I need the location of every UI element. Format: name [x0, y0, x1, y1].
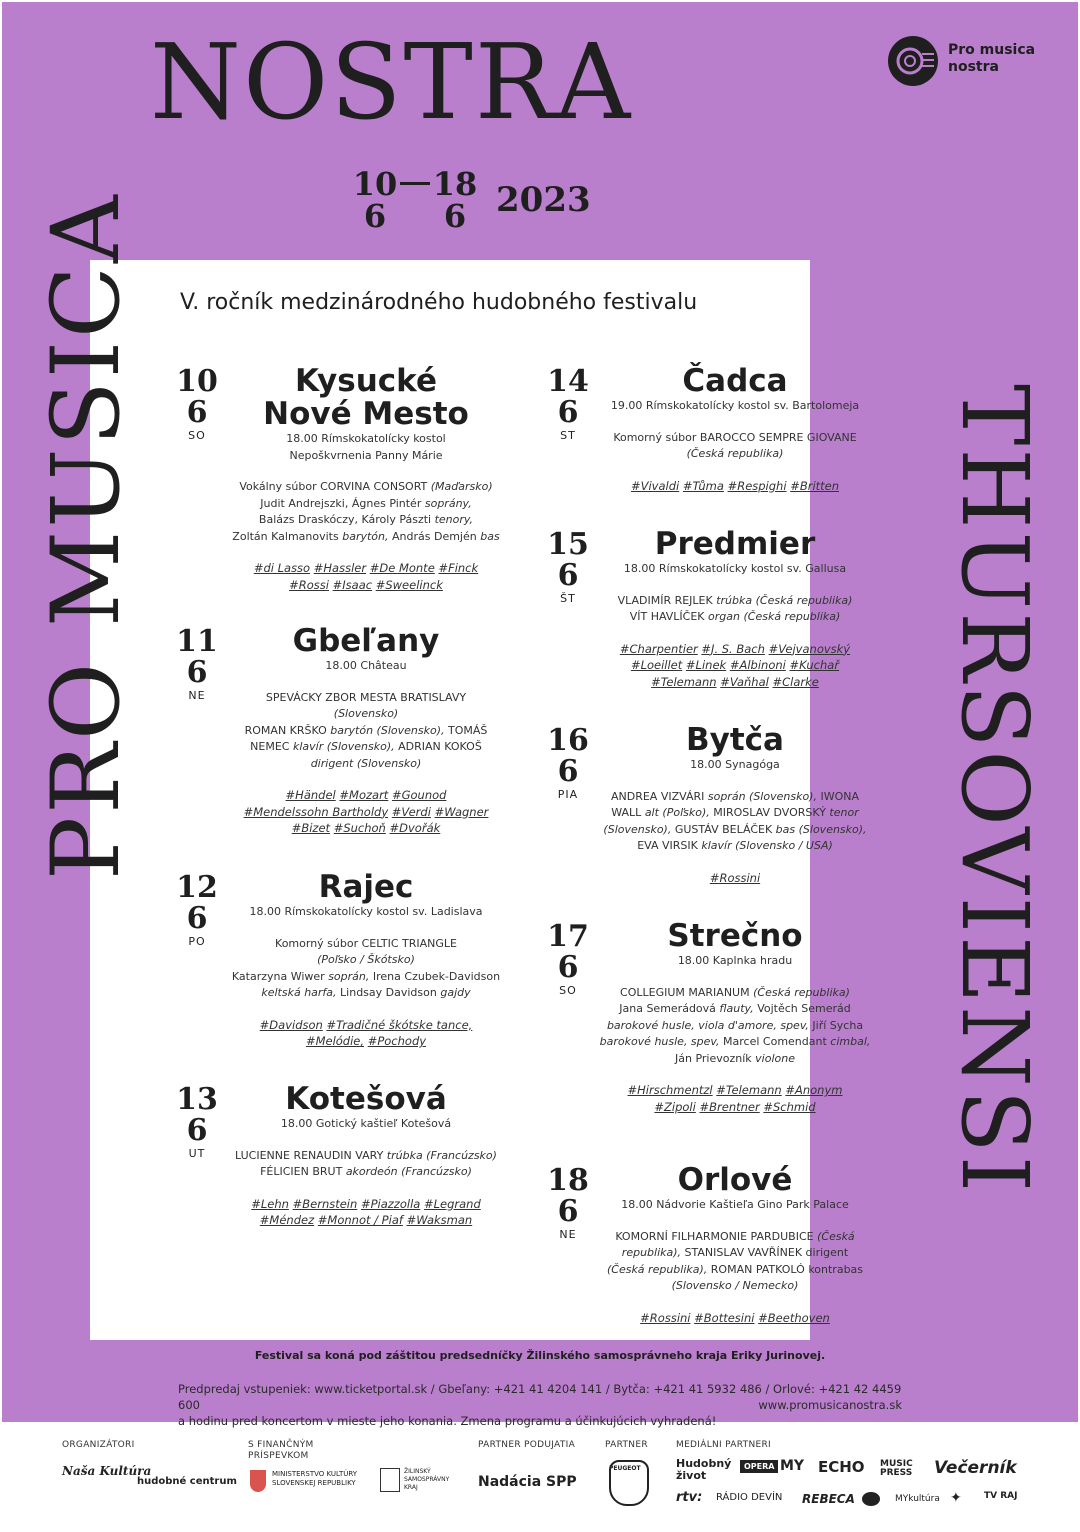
event-details	[205, 871, 527, 1050]
event-hashtags	[205, 787, 527, 804]
event-day: 15	[547, 527, 589, 562]
composer-hashtag[interactable]: #di Lasso	[253, 561, 311, 575]
performer-role: tenory,	[434, 513, 474, 526]
radio-devin-logo: RÁDIO DEVÍN	[716, 1492, 783, 1503]
composer-hashtag[interactable]: #Telemann	[716, 1083, 782, 1097]
event-details	[205, 1083, 527, 1229]
rebeca-logo: REBECA	[802, 1492, 855, 1506]
event-performer-line	[580, 1001, 890, 1018]
performer-text: Marcel Comendant	[719, 1035, 831, 1048]
event-weekday: NE	[188, 689, 206, 702]
event-performer-line	[580, 805, 890, 822]
event-weekday: ŠT	[560, 592, 576, 605]
event-hashtags	[580, 1082, 890, 1099]
event-weekday: SO	[559, 984, 577, 997]
event-city: Predmier	[654, 526, 816, 562]
event-city: Nové Mesto	[263, 396, 469, 432]
performer-role: bas (Slovensko),	[775, 822, 867, 836]
performer-role: barokové husle, viola d'amore, spev,	[606, 1018, 809, 1032]
tv-raj-logo: TV RAJ	[984, 1491, 1018, 1501]
event-details	[580, 528, 890, 690]
event-performer-line	[205, 952, 527, 969]
composer-hashtag[interactable]: #Bottesini	[694, 1310, 755, 1325]
event-details	[580, 724, 890, 886]
event-city: Orlové	[677, 1162, 793, 1198]
performer-text: Judit Andrejszki, Ágnes Pintér	[260, 496, 425, 510]
peugeot-logo: PEUGEOT	[609, 1465, 641, 1472]
performer-text: VLADIMÍR REJLEK	[617, 593, 717, 607]
event-hashtags	[580, 1099, 890, 1116]
hudobne-centrum-logo: hudobné centrum	[137, 1476, 237, 1487]
performer-role: republika),	[621, 1246, 682, 1259]
event-hashtags	[580, 641, 890, 658]
event-day: 10	[176, 364, 218, 399]
nasa-kultura-logo: Naša Kultúra	[62, 1464, 152, 1478]
composer-hashtag[interactable]: #Rossi	[289, 577, 329, 592]
vecernik-logo: Večerník	[934, 1458, 1017, 1478]
event-city: Kotešová	[285, 1081, 447, 1117]
rtv-logo: rtv:	[676, 1490, 703, 1505]
event-month: 6	[557, 950, 579, 985]
event-venue: 18.00 Kaplnka hradu	[677, 954, 793, 967]
presale-line-1: Predpredaj vstupeniek: www.ticketportal.sk / Gbeľany: +421 41 4204 141 / Bytča: +421 41 5932 486 / Orlové: +421 42 4459 600	[178, 1382, 902, 1412]
event-performer-line	[580, 789, 890, 806]
composer-hashtag[interactable]: #Charpentier	[619, 641, 698, 656]
event-venue: 19.00 Rímskokatolícky kostol sv. Bartolomeja	[610, 399, 860, 412]
performer-role: trúbka (Česká republika)	[716, 593, 853, 607]
performer-text: ROMAN PATKOLÓ kontrabas	[707, 1262, 864, 1276]
event-hashtags	[205, 577, 527, 594]
performer-role: soprány,	[424, 496, 472, 510]
composer-hashtag[interactable]: #Bernstein	[292, 1196, 358, 1211]
event-weekday: SO	[188, 429, 206, 442]
date-end-day: 18	[432, 165, 478, 203]
performer-role: barytón (Slovensko),	[330, 723, 445, 737]
performer-role: akordeón (Francúzsko)	[345, 1165, 472, 1178]
composer-hashtag[interactable]: #Loeillet	[630, 658, 683, 672]
event-weekday: NE	[559, 1228, 577, 1241]
date-start-month: 6	[363, 197, 387, 235]
echo-logo: ECHO	[818, 1458, 865, 1476]
event-day: 13	[176, 1082, 218, 1117]
event-city: Bytča	[686, 722, 784, 758]
my-logo: MY	[780, 1458, 805, 1474]
event-hashtags	[205, 804, 527, 821]
event-performer-line	[580, 1018, 890, 1035]
performer-text: Balázs Draskóczy, Károly Pászti	[258, 513, 435, 526]
composer-hashtag[interactable]: #Tůma	[682, 478, 724, 493]
performer-role: (Slovensko / Nemecko)	[671, 1279, 799, 1292]
performer-role: klavír (Slovensko),	[292, 740, 395, 753]
event-performer-line	[580, 985, 890, 1002]
performer-role: (Česká republika)	[686, 447, 784, 460]
event-performer-line	[205, 529, 527, 546]
event-hashtags	[205, 560, 527, 577]
performer-text: ROMAN KRŠKO	[244, 723, 331, 737]
event-performer-line	[205, 756, 527, 773]
performer-role: trúbka (Francúzsko)	[386, 1148, 497, 1162]
performer-text: GUSTÁV BELÁČEK	[671, 822, 776, 836]
event-details	[205, 365, 527, 593]
event-city: Rajec	[318, 869, 414, 905]
performer-text: Zoltán Kalmanovits	[232, 529, 343, 543]
performer-role: klavír (Slovensko / USA)	[701, 839, 833, 852]
event-hashtags	[205, 820, 527, 837]
event-performer-line	[205, 985, 527, 1002]
performer-role: barokové husle, spev,	[599, 1035, 720, 1048]
composer-hashtag[interactable]: #Albinoni	[729, 658, 786, 672]
performer-role: soprán (Slovensko),	[707, 789, 817, 803]
performer-text: Lindsay Davidson	[336, 986, 441, 999]
performer-role: violone	[755, 1051, 795, 1065]
subtitle: V. ročník medzinárodného hudobného festivalu	[180, 290, 698, 315]
website-link[interactable]: www.promusicanostra.sk	[758, 1398, 902, 1412]
composer-hashtag[interactable]: #Sweelinck	[375, 577, 443, 592]
event-details	[580, 1164, 890, 1326]
performer-text: ANDREA VIZVÁRI	[610, 789, 708, 803]
performer-role: organ (Česká republika)	[708, 610, 841, 623]
event-day: 12	[176, 870, 218, 905]
event-month: 6	[557, 1194, 579, 1229]
composer-hashtag[interactable]: #Rossini	[709, 870, 761, 885]
event-performer-line	[580, 1262, 890, 1279]
composer-hashtag[interactable]: #Vivaldi	[630, 478, 680, 493]
event-weekday: ST	[560, 429, 576, 442]
title-nostra: NOSTRA	[150, 21, 633, 143]
composer-hashtag[interactable]: #Finck	[438, 561, 479, 575]
logo-icon	[888, 36, 938, 86]
performer-text: Irena Czubek-Davidson	[369, 969, 501, 983]
composer-hashtag[interactable]: #Anonym	[785, 1083, 843, 1097]
hudobny-zivot-logo: Hudobný život	[676, 1457, 732, 1482]
performer-role: (Česká republika)	[753, 985, 850, 999]
performer-role: alt (Poľsko),	[644, 806, 710, 819]
partner-podujatia-label: PARTNER PODUJATIA	[478, 1440, 576, 1450]
festival-year: 2023	[496, 180, 591, 220]
event-performer-line	[580, 1034, 890, 1051]
composer-hashtag[interactable]: #Mozart	[339, 788, 389, 802]
composer-hashtag[interactable]: #Brentner	[699, 1099, 760, 1114]
performer-text: SPEVÁCKY ZBOR MESTA BRATISLAVY	[265, 690, 467, 704]
event-hashtags	[205, 1196, 527, 1213]
composer-hashtag[interactable]: #Linek	[685, 658, 727, 672]
date-dash	[400, 182, 430, 185]
nadacia-spp-logo: Nadácia SPP	[478, 1474, 577, 1490]
event-performer-line	[205, 969, 527, 986]
event-hashtags	[580, 478, 890, 495]
performer-role: tenor	[829, 806, 859, 819]
performer-text: NEMEC	[250, 740, 293, 753]
performer-text: TOMÁŠ	[444, 723, 488, 737]
composer-hashtag[interactable]: #Piazzolla	[360, 1196, 421, 1211]
event-performer-line	[205, 706, 527, 723]
composer-hashtag[interactable]: #Bizet	[291, 821, 331, 835]
performer-text: Jiří Sycha	[808, 1018, 864, 1032]
performer-text: COLLEGIUM MARIANUM	[620, 985, 754, 999]
composer-hashtag[interactable]: #Vaňhal	[720, 674, 769, 689]
event-performer-line	[580, 1229, 890, 1246]
event-venue: Nepoškvrnenia Panny Márie	[289, 448, 443, 462]
performer-role: (Česká republika),	[606, 1262, 708, 1276]
performer-role: cimbal,	[830, 1035, 871, 1048]
performer-text: IWONA	[816, 789, 859, 803]
performer-text: Komorný súbor BAROCCO SEMPRE GIOVANE	[613, 430, 857, 444]
event-performer-line	[580, 430, 890, 447]
performer-text: ADRIAN KOKOŠ	[394, 740, 482, 753]
event-weekday: PIA	[557, 788, 579, 801]
performer-role: bas	[480, 529, 500, 543]
composer-hashtag[interactable]: #Hassler	[313, 561, 367, 575]
event-performer-line	[580, 1245, 890, 1262]
performer-text: VÍT HAVLÍČEK	[629, 610, 709, 623]
event-month: 6	[186, 1113, 208, 1148]
event-month: 6	[557, 395, 579, 430]
event-performer-line	[205, 690, 527, 707]
performer-role: (Česká	[817, 1229, 855, 1243]
performer-text: Jana Semerádová	[619, 1002, 720, 1015]
composer-hashtag[interactable]: #Legrand	[423, 1196, 481, 1211]
event-venue: 18.00 Synagóga	[690, 758, 780, 771]
event-venue: 18.00 Nádvorie Kaštieľa Gino Park Palace	[621, 1198, 849, 1211]
performer-text: EVA VIRSIK	[637, 839, 702, 852]
funding-label-1: S FINANČNÝM	[248, 1440, 314, 1450]
composer-hashtag[interactable]: #Clarke	[772, 674, 819, 689]
event-hashtags	[205, 1212, 527, 1229]
event-hashtags	[580, 657, 890, 674]
mykultura-logo: MYkultúra	[895, 1494, 940, 1504]
performer-text: MIROSLAV DVORSKÝ	[709, 806, 830, 819]
event-city: Gbeľany	[292, 623, 440, 659]
event-city: Kysucké	[295, 363, 437, 399]
performer-text: Ján Prievozník	[675, 1051, 756, 1065]
opera-logo: OPERA	[740, 1460, 778, 1473]
event-day: 14	[547, 364, 589, 399]
performer-text: Vokálny súbor CORVINA CONSORT	[239, 480, 431, 493]
event-venue: 18.00 Rímskokatolícky kostol	[286, 432, 446, 445]
event-performer-line	[205, 739, 527, 756]
event-month: 6	[186, 655, 208, 690]
event-venue: 18.00 Rímskokatolícky kostol sv. Ladislava	[249, 905, 483, 918]
date-end	[430, 165, 480, 235]
composer-hashtag[interactable]: #J. S. Bach	[701, 641, 765, 656]
performer-role: (Poľsko / Škótsko)	[317, 953, 415, 966]
zilinsky-kraj-logo: ŽILINSKÝ SAMOSPRÁVNY KRAJ	[404, 1468, 450, 1491]
event-performer-line	[580, 822, 890, 839]
event-month: 6	[557, 754, 579, 789]
composer-hashtag[interactable]: #Beethoven	[758, 1310, 830, 1325]
event-weekday: PO	[188, 935, 206, 948]
event-venue: 18.00 Rímskokatolícky kostol sv. Gallusa	[623, 562, 847, 575]
event-performer-line	[205, 1148, 527, 1165]
composer-hashtag[interactable]: #Verdi	[391, 804, 431, 819]
composer-hashtag[interactable]: #Dvořák	[389, 821, 441, 835]
event-performer-line	[580, 1278, 890, 1295]
performer-role: (Slovensko)	[333, 707, 399, 720]
title-thursoviensi: THURSOVIENSI	[941, 384, 1048, 1196]
performer-role: flauty,	[719, 1002, 754, 1015]
performer-role: (Slovensko),	[603, 822, 672, 836]
event-venue: 18.00 Gotický kaštieľ Kotešová	[280, 1117, 452, 1130]
title-pro-musica: PRO MUSICA	[32, 192, 141, 880]
event-month: 6	[186, 395, 208, 430]
performer-text: LUCIENNE RENAUDIN VARY	[235, 1148, 387, 1162]
patronage-note: Festival sa koná pod záštitou predsedníčky Žilinského samosprávneho kraja Eriky Jurinovej.	[254, 1349, 826, 1362]
composer-hashtag[interactable]: #Vejvanovský	[768, 641, 851, 656]
date-start-day: 10	[352, 165, 398, 203]
music-press-logo: MUSIC PRESS	[880, 1459, 913, 1478]
date-start	[350, 165, 400, 235]
composer-hashtag[interactable]: #Rossini	[640, 1310, 691, 1325]
event-details	[205, 625, 527, 837]
composer-hashtag[interactable]: #Kuchař	[789, 658, 840, 672]
event-performer-line	[205, 936, 527, 953]
logo-line-2: nostra	[948, 59, 999, 75]
performer-text: WALL	[611, 806, 645, 819]
logo-text	[948, 42, 1035, 76]
event-performer-line	[205, 512, 527, 529]
event-performer-line	[205, 723, 527, 740]
event-performer-line	[205, 479, 527, 496]
zilina-crest-icon	[380, 1468, 400, 1492]
funding-label-2: PRÍSPEVKOM	[248, 1451, 309, 1461]
performer-text: Komorný súbor CELTIC TRIANGLE	[275, 936, 457, 950]
composer-hashtag[interactable]: #Hirschmentzl	[627, 1083, 713, 1097]
event-hashtags	[580, 870, 890, 887]
partner-label: PARTNER	[605, 1440, 648, 1450]
composer-hashtag[interactable]: #Tradičné škótske tance,	[326, 1017, 473, 1032]
composer-hashtag[interactable]: #Schmid	[763, 1099, 816, 1114]
composer-hashtag[interactable]: #Pochody	[367, 1034, 427, 1048]
performer-role: (Maďarsko)	[430, 480, 493, 493]
funding-label	[248, 1440, 314, 1462]
slovak-crest-icon	[250, 1470, 266, 1492]
event-day: 17	[547, 919, 589, 954]
performer-text: Katarzyna Wiwer	[231, 969, 329, 983]
organizers-label: ORGANIZÁTORI	[62, 1440, 135, 1450]
composer-hashtag[interactable]: #Wagner	[434, 804, 489, 819]
presale-info	[178, 1381, 902, 1429]
performer-role: dirigent (Slovensko)	[310, 756, 422, 770]
event-hashtags	[205, 1033, 527, 1050]
performer-text: STANISLAV VAVŘÍNEK dirigent	[681, 1246, 849, 1259]
composer-hashtag[interactable]: #Zipoli	[654, 1099, 696, 1114]
event-performer-line	[580, 838, 890, 855]
composer-hashtag[interactable]: #Händel	[285, 788, 336, 802]
event-weekday: UT	[188, 1147, 206, 1160]
date-end-month: 6	[443, 197, 467, 235]
performer-text: KOMORNÍ FILHARMONIE PARDUBICE	[615, 1229, 818, 1243]
event-city: Čadca	[682, 363, 788, 399]
composer-hashtag[interactable]: #Waksman	[406, 1213, 473, 1227]
composer-hashtag[interactable]: #Suchoň	[333, 821, 386, 835]
composer-hashtag[interactable]: #Gounod	[391, 788, 447, 802]
event-month: 6	[186, 901, 208, 936]
event-performer-line	[580, 1051, 890, 1068]
composer-hashtag[interactable]: #De Monte	[369, 561, 435, 575]
composer-hashtag[interactable]: #Melódie,	[305, 1034, 365, 1048]
ministerstvo-logo: MINISTERSTVO KULTÚRY SLOVENSKEJ REPUBLIKY	[272, 1470, 358, 1487]
event-performer-line	[580, 593, 890, 610]
composer-hashtag[interactable]: #Isaac	[332, 577, 373, 592]
event-hashtags	[580, 674, 890, 691]
event-day: 11	[176, 624, 218, 659]
event-month: 6	[557, 558, 579, 593]
composer-hashtag[interactable]: #Britten	[790, 478, 840, 493]
sponsors-strip	[0, 1430, 1080, 1532]
media-partners-label: MEDIÁLNI PARTNERI	[676, 1440, 771, 1450]
event-details	[580, 920, 890, 1115]
performer-role: keltská harfa,	[261, 986, 337, 999]
event-performer-line	[205, 496, 527, 513]
composer-hashtag[interactable]: #Monnot / Piaf	[317, 1213, 403, 1227]
event-performer-line	[580, 446, 890, 463]
composer-hashtag[interactable]: #Telemann	[651, 674, 717, 689]
composer-hashtag[interactable]: #Méndez	[259, 1213, 315, 1227]
presale-line-2: a hodinu pred koncertom v mieste jeho konania. Zmena programu a účinkujúcich vyhradená!	[178, 1414, 717, 1428]
event-day: 18	[547, 1163, 589, 1198]
performer-text: András Demjén	[388, 529, 481, 543]
event-performer-line	[205, 1164, 527, 1181]
performer-role: barytón,	[342, 529, 389, 543]
composer-hashtag[interactable]: #Davidson	[259, 1017, 323, 1032]
performer-role: gajdy	[440, 986, 471, 999]
media-icon	[862, 1492, 880, 1506]
composer-hashtag[interactable]: #Mendelssohn Bartholdy	[243, 804, 389, 819]
composer-hashtag[interactable]: #Respighi	[727, 478, 787, 493]
performer-role: soprán,	[328, 969, 370, 983]
event-hashtags	[580, 1310, 890, 1327]
event-performer-line	[580, 609, 890, 626]
event-city: Strečno	[667, 918, 803, 954]
composer-hashtag[interactable]: #Lehn	[251, 1196, 289, 1211]
logo-line-1: Pro musica	[948, 42, 1036, 58]
star-icon: ✦	[950, 1490, 962, 1506]
event-venue: 18.00 Château	[325, 659, 407, 672]
event-day: 16	[547, 723, 589, 758]
event-hashtags	[205, 1017, 527, 1034]
performer-text: Vojtěch Semerád	[753, 1002, 851, 1015]
event-details	[580, 365, 890, 494]
performer-text: FÉLICIEN BRUT	[260, 1165, 346, 1178]
